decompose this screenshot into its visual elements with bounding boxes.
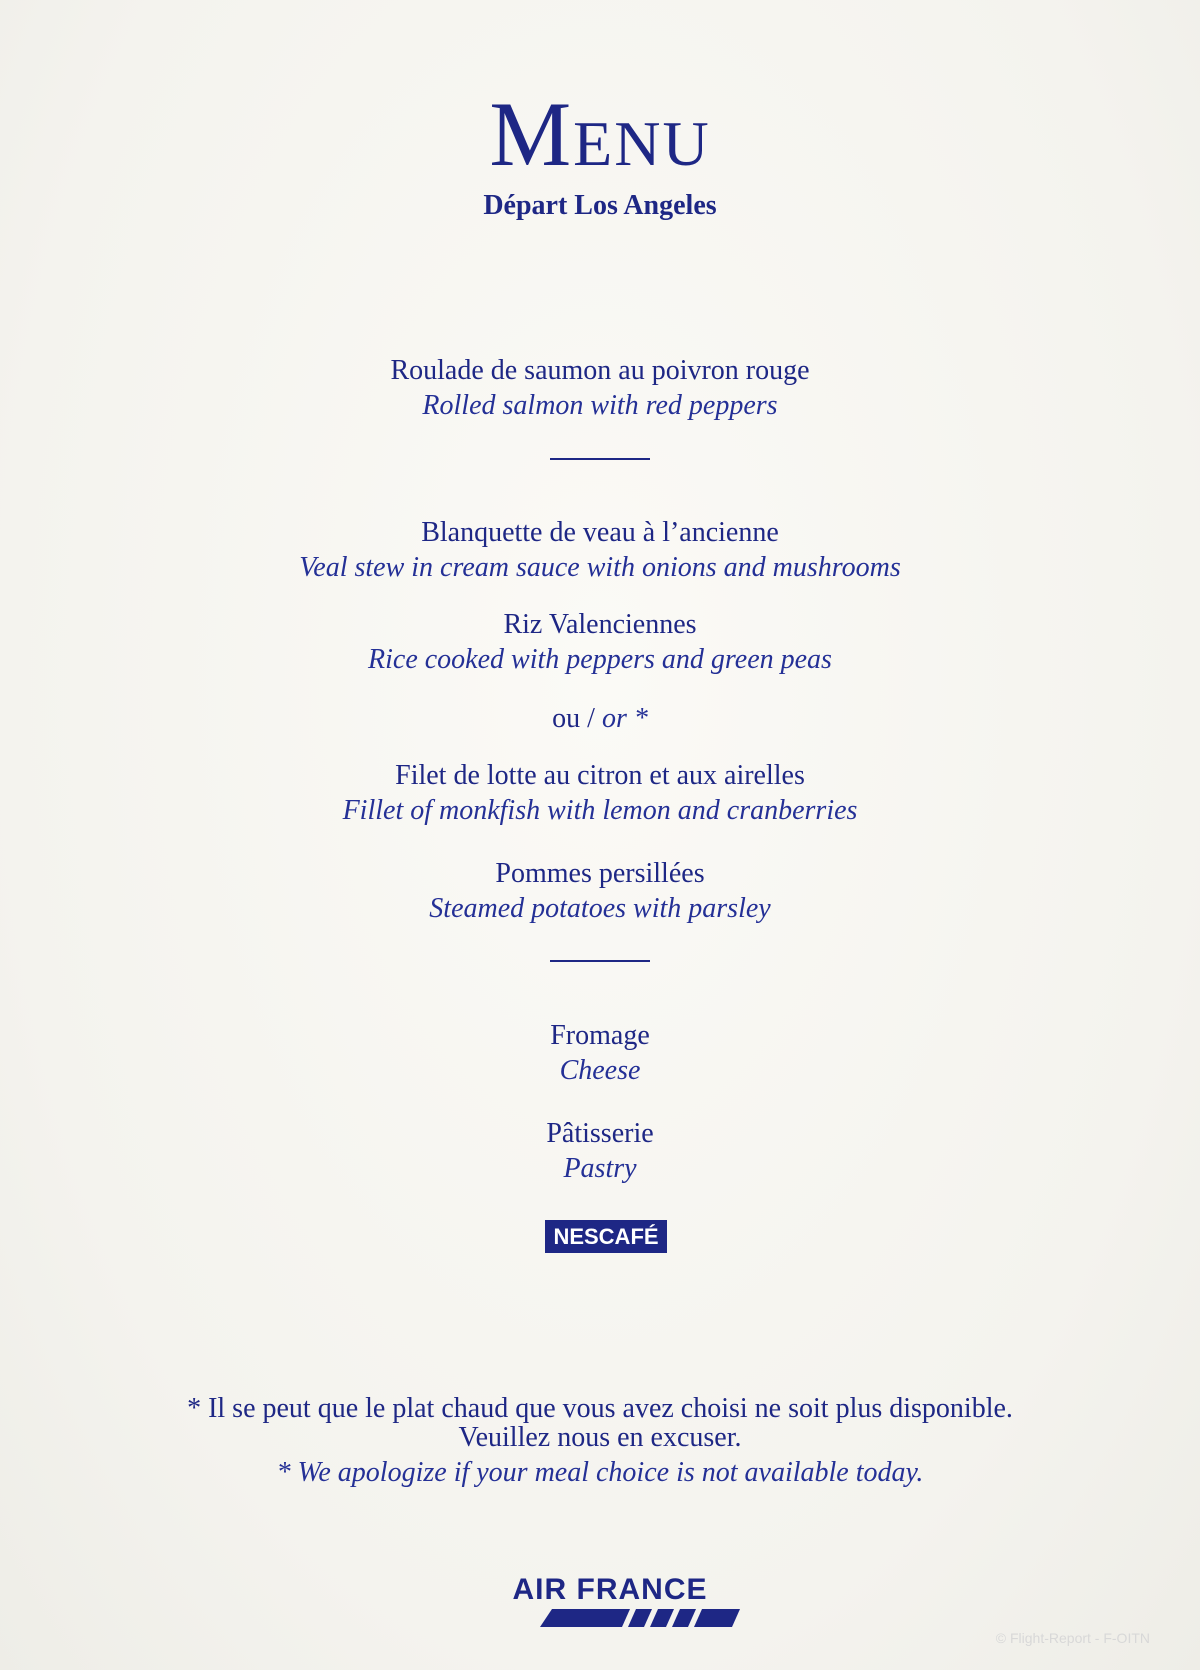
note-fr-line2: Veuillez nous en excuser. <box>458 1422 742 1453</box>
main2-fr: Filet de lotte au citron et aux airelles <box>395 760 805 791</box>
main1-en: Veal stew in cream sauce with onions and mushrooms <box>299 552 901 583</box>
or-fr: ou / <box>552 703 595 734</box>
note-fr-line1: * Il se peut que le plat chaud que vous avez choisi ne soit plus disponible. <box>187 1393 1013 1424</box>
starter-fr: Roulade de saumon au poivron rouge <box>390 355 810 386</box>
cheese-fr: Fromage <box>550 1020 650 1051</box>
nescafe-logo: NESCAFÉ <box>545 1220 667 1253</box>
side1-en: Rice cooked with peppers and green peas <box>368 644 832 675</box>
air-france-logo <box>470 1575 750 1635</box>
dessert-fr: Pâtisserie <box>546 1118 654 1149</box>
or-separator <box>0 703 1200 735</box>
photo-watermark: © Flight-Report - F-OITN <box>995 1630 1150 1646</box>
divider-1 <box>550 458 650 460</box>
or-en: or * <box>601 703 648 734</box>
main1-fr: Blanquette de veau à l’ancienne <box>421 517 779 548</box>
menu-title: Menu <box>489 83 711 185</box>
side2-en: Steamed potatoes with parsley <box>429 893 771 924</box>
main2-en: Fillet of monkfish with lemon and cranberries <box>342 795 858 826</box>
air-france-wordmark: AIR FRANCE <box>512 1573 708 1606</box>
cheese-en: Cheese <box>559 1055 641 1086</box>
divider-2 <box>550 960 650 962</box>
side1-fr: Riz Valenciennes <box>503 609 697 640</box>
note-en: * We apologize if your meal choice is not available today. <box>276 1457 924 1488</box>
dessert-en: Pastry <box>563 1153 637 1184</box>
side2-fr: Pommes persillées <box>495 858 705 889</box>
starter-en: Rolled salmon with red peppers <box>422 390 778 421</box>
menu-subtitle: Départ Los Angeles <box>483 190 717 221</box>
air-france-stripes-icon <box>540 1609 740 1627</box>
